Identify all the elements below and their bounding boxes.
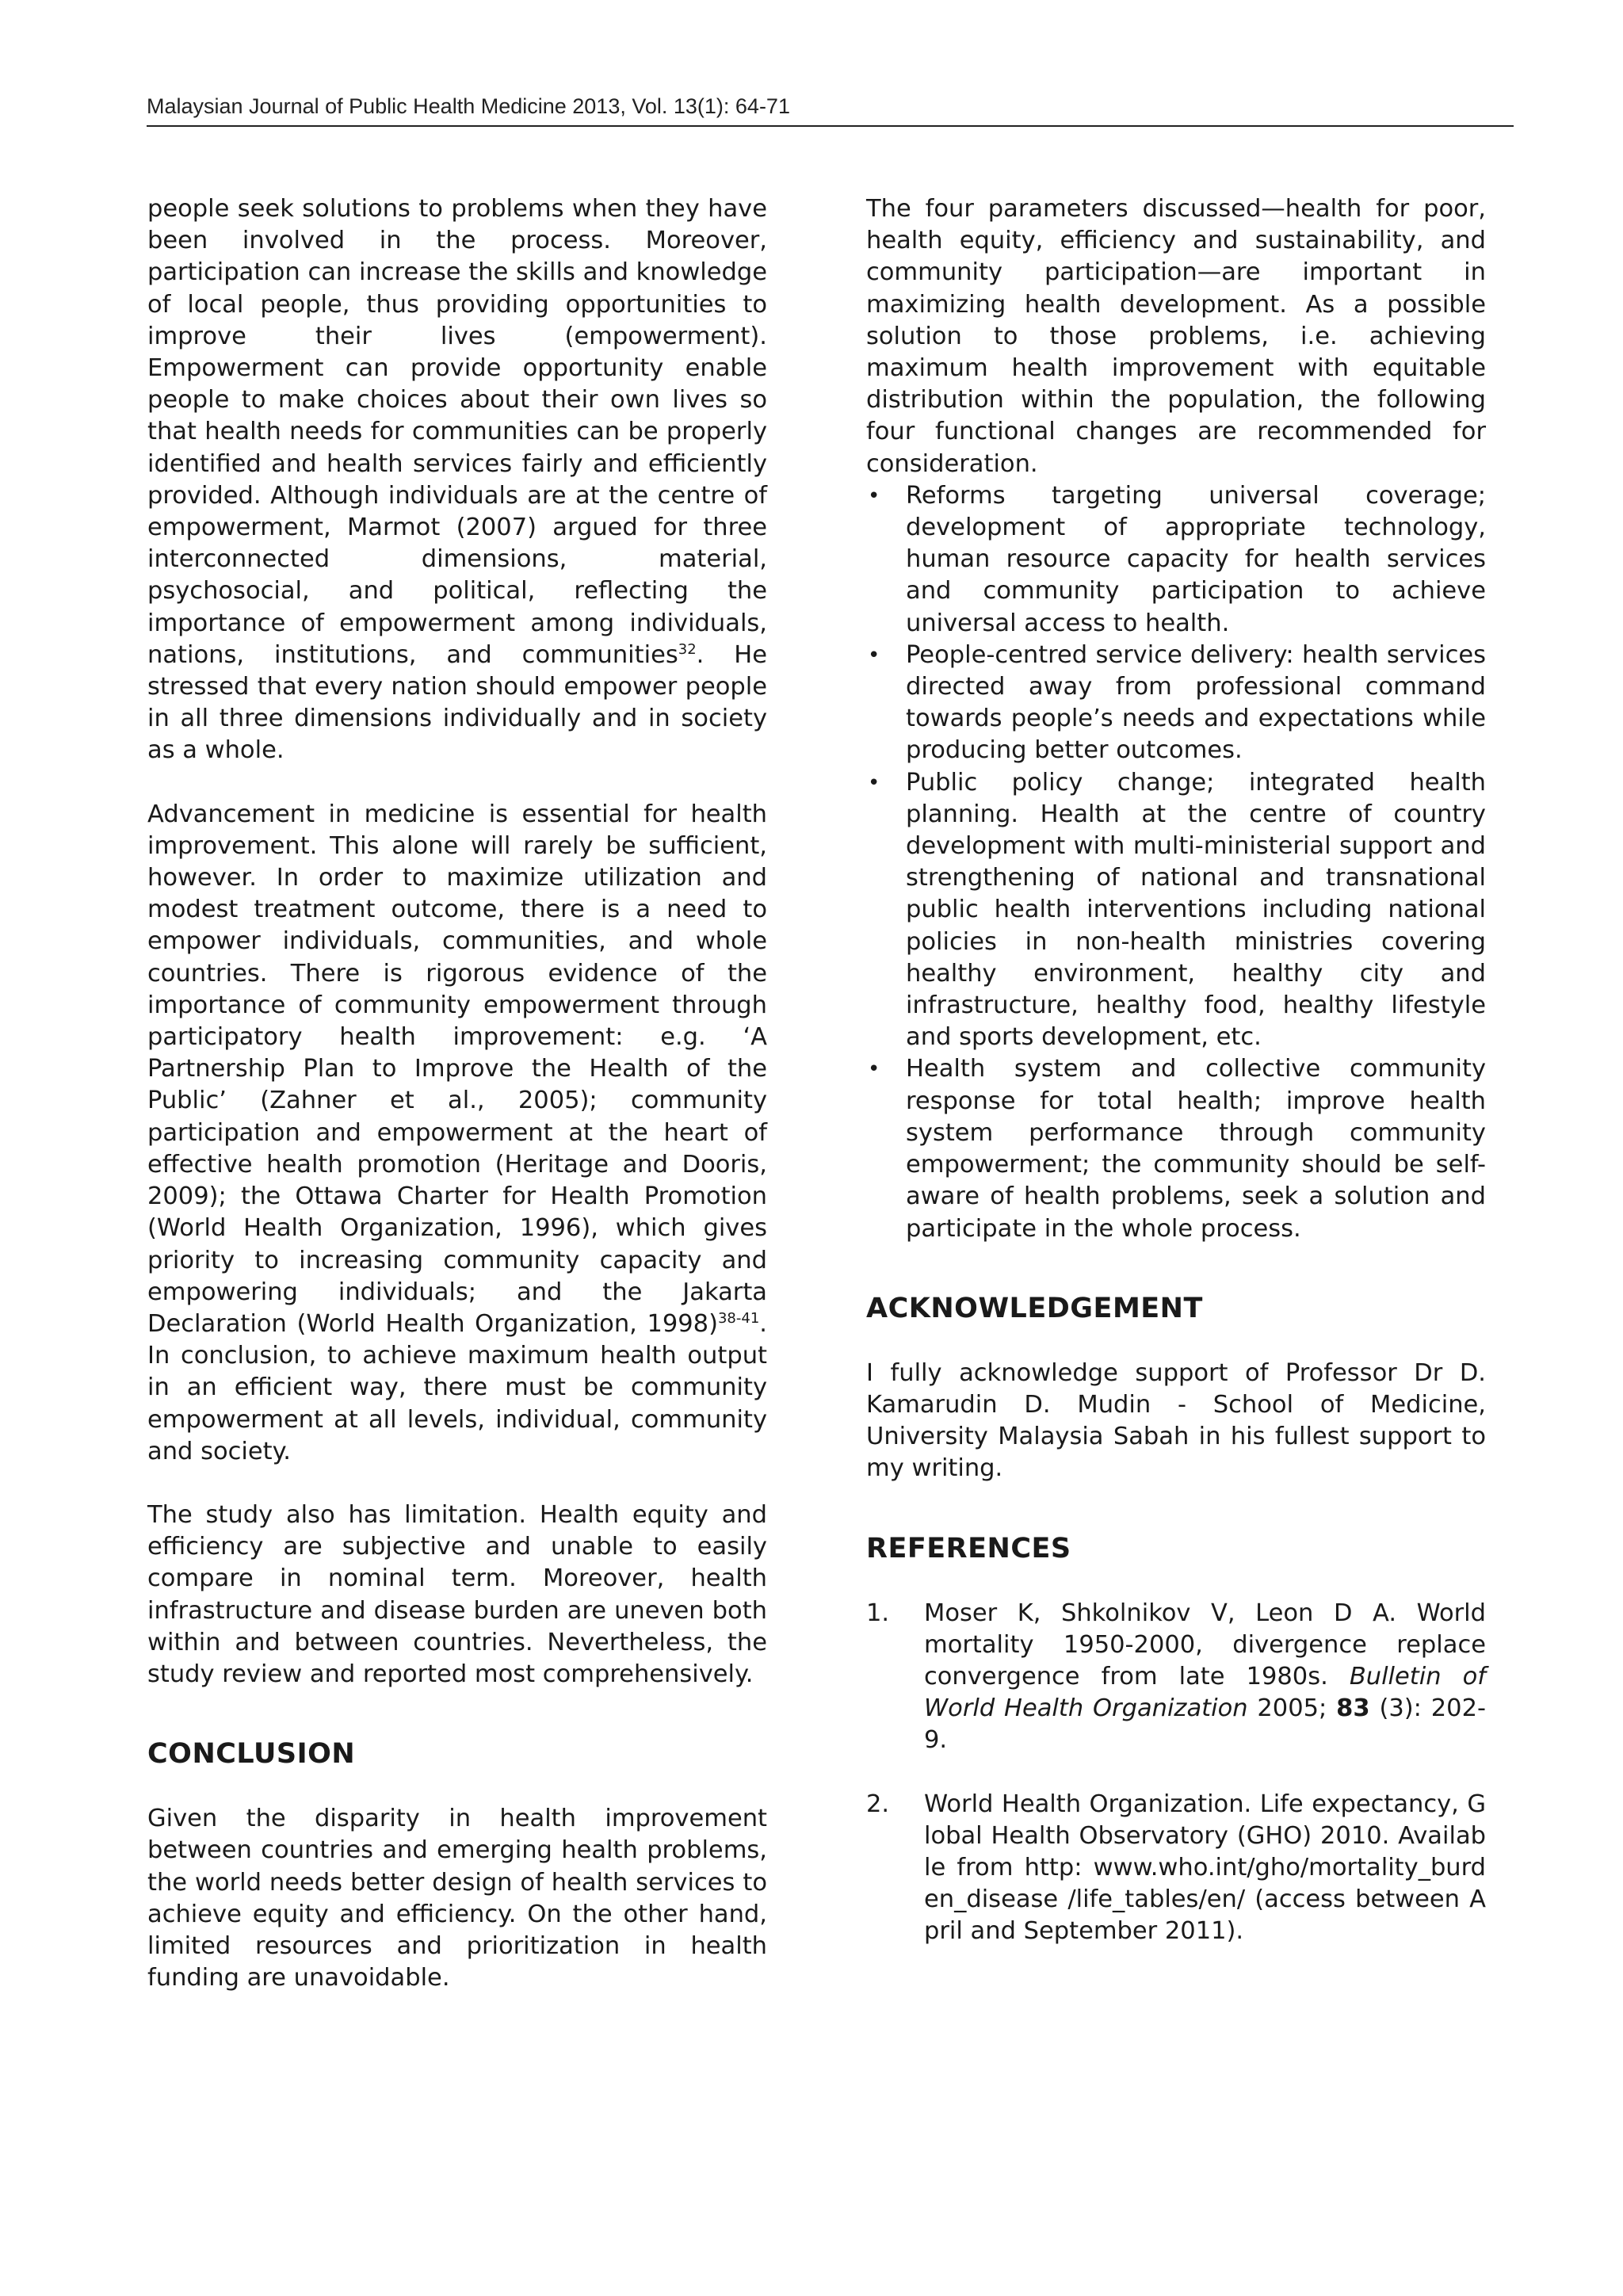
bullet-icon: • bbox=[868, 483, 880, 508]
reference-list bbox=[866, 1598, 1486, 1948]
list-item bbox=[866, 640, 1486, 767]
paragraph-text: Advancement in medicine is essential for health improvement. This alone will rarely be sufficient, however. In order to maximize utilization and modest treatment outcome, there is a need to empower individuals, communities, and whole countries. There is rigorous evidence of the importance of community empowerment through participatory health improvement: e.g. ‘A Partnership Plan to Improve the Health of the Public’ (Zahner et al., 2005); community participation and empowerment at the heart of effective health promotion (Heritage and Dooris, 2009); the Ottawa Charter for Health Promotion (World Health Organization, 1996), which gives priority to increasing community capacity and empowering individuals; and the Jakarta Declaration (World Health Organization, 1998) bbox=[147, 800, 767, 1338]
journal-title: Malaysian Journal of Public Health Medicine 2013, Vol. 13(1): 64-71 bbox=[147, 94, 790, 118]
reference-text: Moser K, Shkolnikov V, Leon D A. World mortality 1950-2000, divergence replace convergence from late 1980s. bbox=[924, 1599, 1486, 1690]
citation-superscript: 32 bbox=[678, 640, 697, 658]
reference-volume: 83 bbox=[1336, 1694, 1370, 1723]
paragraph-limitation: The study also has limitation. Health equity and efficiency are subjective and unable to easily compare in nominal term. Moreover, health infrastructure and disease burden are uneven both within and between countries. Nevertheless, the study review and reported most comprehensively. bbox=[147, 1500, 767, 1688]
paragraph-parameters: The four parameters discussed—health for poor, health equity, efficiency and sustainability, and community participation—are important in maximizing health development. As a possible solution to those problems, i.e. achieving maximum health improvement with equitable distribution within the population, the following four functional changes are recommended for consideration. bbox=[866, 195, 1486, 478]
reference-item bbox=[866, 1598, 1486, 1757]
reference-year: 2005; bbox=[1247, 1694, 1337, 1723]
paragraph-text: . He stressed that every nation should empower people in all three dimensions individually and in society as a whole. bbox=[147, 640, 767, 765]
reference-text: World Health Organization. Life expectancy, Global Health Observatory (GHO) 2010. Available from http: www.who.int/gho/mortality_burden_disease /life_tables/en/ (access between April and September 2011). bbox=[924, 1790, 1486, 1946]
paragraph-acknowledgement: I fully acknowledge support of Professor Dr D. Kamarudin D. Mudin - School of Medicine, University Malaysia Sabah in his fullest support to my writing. bbox=[866, 1358, 1486, 1483]
bullet-icon: • bbox=[868, 643, 880, 667]
list-item bbox=[866, 767, 1486, 1054]
running-header bbox=[147, 94, 1514, 127]
heading-conclusion: CONCLUSION bbox=[147, 1738, 356, 1771]
reference-journal: Bulletin of World Health Organization bbox=[924, 1662, 1487, 1723]
paragraph-conclusion: Given the disparity in health improvement between countries and emerging health problems, the world needs better design of health services to achieve equity and efficiency. On the other hand, limited resources and prioritization in health funding are unavoidable. bbox=[147, 1805, 767, 1992]
right-column bbox=[866, 193, 1486, 1980]
heading-acknowledgement: ACKNOWLEDGEMENT bbox=[866, 1292, 1203, 1324]
list-item-text: People-centred service delivery: health services directed away from professional command towards people’s needs and expectations while producing better outcomes. bbox=[906, 640, 1486, 765]
paragraph-text: people seek solutions to problems when they have been involved in the process. Moreover, participation can increase the skills and knowledge of local people, thus providing opportunities to improve their lives (empowerment). Empowerment can provide opportunity enable people to make choices about their own lives so that health needs for communities can be properly identified and health services fairly and efficiently provided. Although individuals are at the centre of empowerment, Marmot (2007) argued for three interconnected dimensions, material, psychosocial, and political, reflecting the importance of empowerment among individuals, nations, institutions, and communities bbox=[147, 195, 767, 669]
left-column bbox=[147, 193, 767, 2026]
bullet-icon: • bbox=[868, 770, 880, 795]
paragraph-empowerment bbox=[147, 193, 767, 767]
citation-superscript: 38-41 bbox=[717, 1309, 760, 1327]
paragraph-text: . In conclusion, to achieve maximum health output in an efficient way, there must be community empowerment at all levels, individual, community and society. bbox=[147, 1309, 767, 1465]
list-item-text: Public policy change; integrated health planning. Health at the centre of country development with multi-ministerial support and strengthening of national and transnational public health interventions including national policies in non-health ministries covering healthy environment, healthy city and infrastructure, healthy food, healthy lifestyle and sports development, etc. bbox=[906, 768, 1486, 1052]
heading-references: REFERENCES bbox=[866, 1532, 1071, 1564]
list-item bbox=[866, 1053, 1486, 1244]
list-item-text: Reforms targeting universal coverage; development of appropriate technology, human resource capacity for health services and community participation to achieve universal access to health. bbox=[906, 481, 1486, 637]
recommendations-list bbox=[866, 480, 1486, 1245]
bullet-icon: • bbox=[868, 1057, 880, 1082]
paragraph-advancement bbox=[147, 799, 767, 1468]
reference-pages: (3): 202-9. bbox=[924, 1694, 1486, 1755]
reference-item bbox=[866, 1789, 1486, 1948]
reference-number: 1. bbox=[866, 1599, 890, 1627]
list-item-text: Health system and collective community response for total health; improve health system performance through community empowerment; the community should be self-aware of health problems, seek a solution and participate in the whole process. bbox=[906, 1055, 1486, 1243]
reference-number: 2. bbox=[866, 1790, 890, 1818]
list-item bbox=[866, 480, 1486, 640]
